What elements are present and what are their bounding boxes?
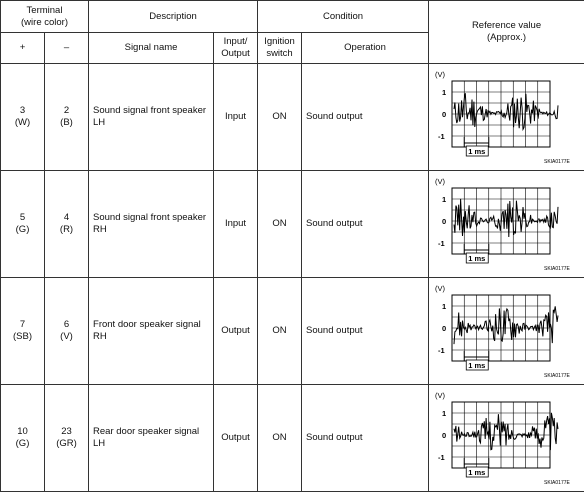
time-label: 1 ms — [467, 468, 485, 477]
plus-terminal: 5 (G) — [1, 171, 45, 278]
reference-waveform-cell — [429, 171, 584, 278]
y-tick-label: 0 — [441, 217, 446, 226]
plus-header: + — [1, 33, 45, 64]
minus-terminal: 2 (B) — [45, 64, 89, 171]
ignition-switch: ON — [258, 64, 302, 171]
plus-terminal: 10 (G) — [1, 385, 45, 492]
reference-waveform-cell — [429, 64, 584, 171]
operation: Sound output — [302, 64, 429, 171]
y-tick-label: 1 — [441, 302, 446, 311]
waveform-trace — [454, 413, 558, 450]
minus-terminal: 4 (R) — [45, 171, 89, 278]
reference-header: Reference value (Approx.) — [429, 1, 584, 64]
waveform-figure — [432, 281, 582, 381]
ignition-switch: ON — [258, 171, 302, 278]
reference-waveform-cell — [429, 278, 584, 385]
figure-code: SKIA0177E — [543, 480, 570, 486]
signal-name-header: Signal name — [89, 33, 214, 64]
input-output: Input — [214, 64, 258, 171]
input-output: Input — [214, 171, 258, 278]
signal-name: Rear door speaker signal LH — [89, 385, 214, 492]
waveform-trace — [454, 306, 558, 344]
y-tick-label: 1 — [441, 409, 446, 418]
time-label: 1 ms — [467, 147, 485, 156]
condition-header: Condition — [258, 1, 429, 33]
minus-header: – — [45, 33, 89, 64]
terminal-header: Terminal (wire color) — [1, 1, 89, 33]
plus-terminal: 3 (W) — [1, 64, 45, 171]
unit-label: (V) — [434, 284, 445, 293]
time-label: 1 ms — [467, 361, 485, 370]
table-row — [1, 278, 584, 385]
table-row — [1, 385, 584, 492]
signal-name: Sound signal front speaker RH — [89, 171, 214, 278]
waveform-figure — [432, 388, 582, 488]
y-tick-label: 1 — [441, 195, 446, 204]
input-output: Output — [214, 385, 258, 492]
time-label: 1 ms — [467, 254, 485, 263]
waveform-figure — [432, 174, 582, 274]
ignition-header: Ignition switch — [258, 33, 302, 64]
y-tick-label: -1 — [437, 132, 445, 141]
operation: Sound output — [302, 171, 429, 278]
figure-code: SKIA0177E — [543, 266, 570, 272]
waveform-trace — [454, 93, 558, 129]
reference-waveform-cell — [429, 385, 584, 492]
figure-code: SKIA0177E — [543, 159, 570, 165]
input-output: Output — [214, 278, 258, 385]
waveform-trace — [454, 199, 558, 237]
minus-terminal: 6 (V) — [45, 278, 89, 385]
y-tick-label: 1 — [441, 88, 446, 97]
y-tick-label: 0 — [441, 324, 446, 333]
description-header: Description — [89, 1, 258, 33]
table-row — [1, 171, 584, 278]
operation: Sound output — [302, 385, 429, 492]
figure-code: SKIA0177E — [543, 373, 570, 379]
operation-header: Operation — [302, 33, 429, 64]
plus-terminal: 7 (SB) — [1, 278, 45, 385]
input-output-header: Input/ Output — [214, 33, 258, 64]
y-tick-label: -1 — [437, 453, 445, 462]
table-row — [1, 64, 584, 171]
y-tick-label: 0 — [441, 110, 446, 119]
signal-name: Front door speaker signal RH — [89, 278, 214, 385]
y-tick-label: -1 — [437, 239, 445, 248]
unit-label: (V) — [434, 391, 445, 400]
waveform-figure — [432, 67, 582, 167]
y-tick-label: -1 — [437, 346, 445, 355]
minus-terminal: 23 (GR) — [45, 385, 89, 492]
operation: Sound output — [302, 278, 429, 385]
ignition-switch: ON — [258, 278, 302, 385]
signal-name: Sound signal front speaker LH — [89, 64, 214, 171]
unit-label: (V) — [434, 177, 445, 186]
ignition-switch: ON — [258, 385, 302, 492]
y-tick-label: 0 — [441, 431, 446, 440]
unit-label: (V) — [434, 70, 445, 79]
